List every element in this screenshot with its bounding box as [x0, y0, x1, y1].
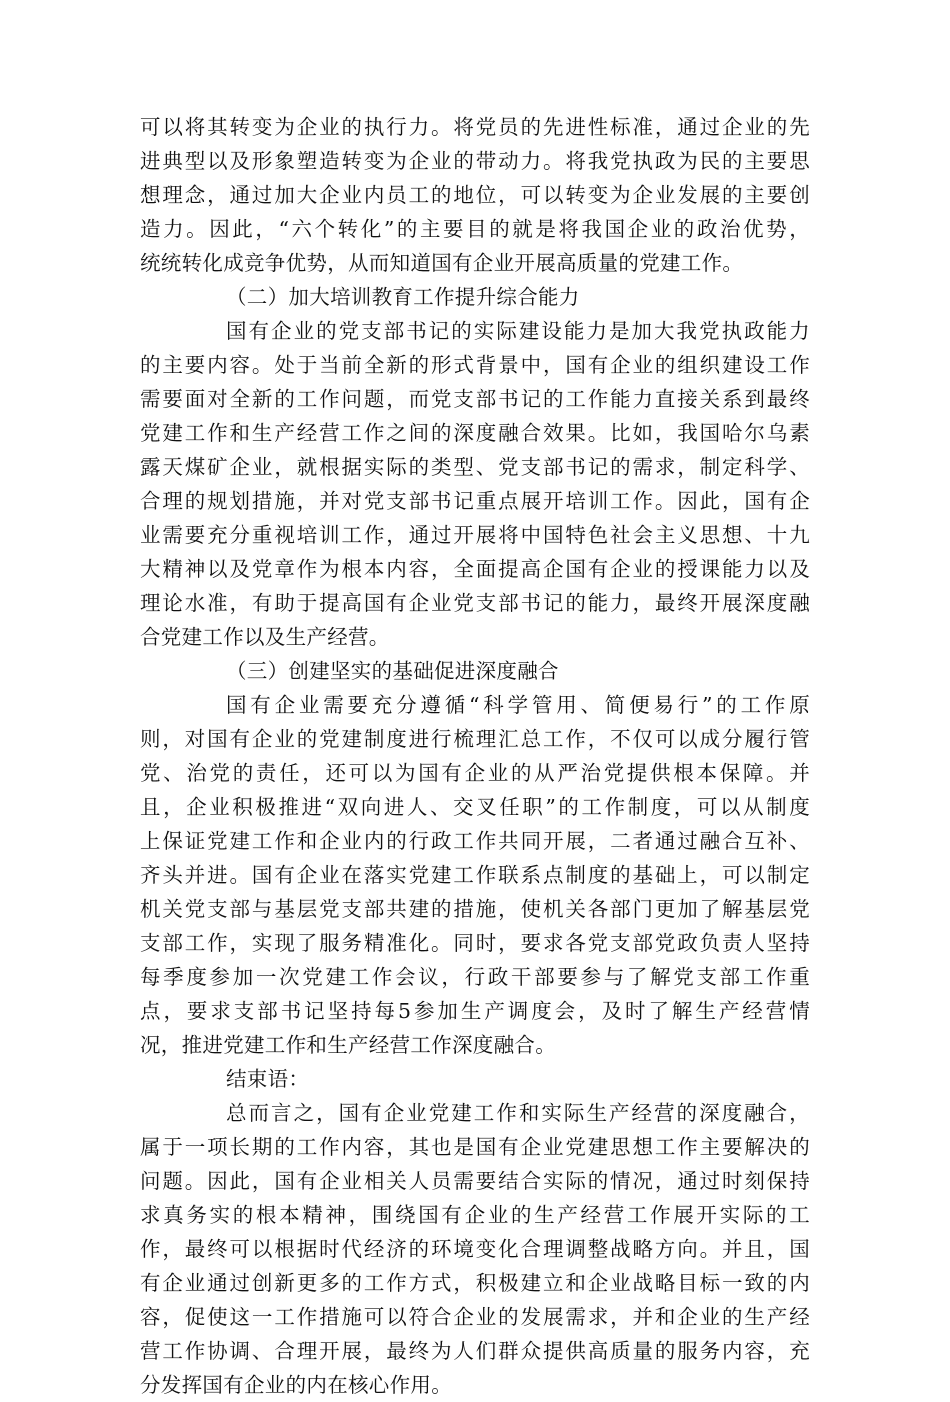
text-line: 机关党支部与基层党支部共建的措施，使机关各部门更加了解基层党 — [140, 897, 810, 921]
text-line: 问题。因此，国有企业相关人员需要结合实际的情况，通过时刻保持 — [140, 1169, 810, 1193]
text-line: 党建工作和生产经营工作之间的深度融合效果。比如，我国哈尔乌素 — [140, 421, 810, 445]
text-line: 每季度参加一次党建工作会议，行政干部要参与了解党支部工作重 — [140, 965, 810, 989]
text-line: 总而言之，国有企业党建工作和实际生产经营的深度融合， — [226, 1101, 810, 1125]
text-line: 营工作协调、合理开展，最终为人们群众提供高质量的服务内容，充 — [140, 1339, 810, 1363]
text-line: 则，对国有企业的党建制度进行梳理汇总工作，不仅可以成分履行管 — [140, 727, 810, 751]
text-line: 大精神以及党章作为根本内容，全面提高企国有企业的授课能力以及 — [140, 557, 810, 581]
text-line: 点，要求支部书记坚持每5参加生产调度会，及时了解生产经营情 — [140, 999, 810, 1023]
text-line: 业需要充分重视培训工作，通过开展将中国特色社会主义思想、十九 — [140, 523, 810, 547]
section-heading: 结束语： — [226, 1067, 310, 1091]
text-line: 露天煤矿企业，就根据实际的类型、党支部书记的需求，制定科学、 — [140, 455, 810, 479]
text-line: 有企业通过创新更多的工作方式，积极建立和企业战略目标一致的内 — [140, 1271, 810, 1295]
text-line: 齐头并进。国有企业在落实党建工作联系点制度的基础上，可以制定 — [140, 863, 810, 887]
text-line: 属于一项长期的工作内容，其也是国有企业党建思想工作主要解决的 — [140, 1135, 810, 1159]
text-line: 国有企业的党支部书记的实际建设能力是加大我党执政能力 — [226, 319, 810, 343]
text-line: 的主要内容。处于当前全新的形式背景中，国有企业的组织建设工作 — [140, 353, 810, 377]
text-line: 统统转化成竞争优势，从而知道国有企业开展高质量的党建工作。 — [140, 251, 744, 275]
text-line: 容，促使这一工作措施可以符合企业的发展需求，并和企业的生产经 — [140, 1305, 810, 1329]
text-line: 支部工作，实现了服务精准化。同时，要求各党支部党政负责人坚持 — [140, 931, 810, 955]
section-heading: （三）创建坚实的基础促进深度融合 — [226, 659, 559, 683]
text-line: 进典型以及形象塑造转变为企业的带动力。将我党执政为民的主要思 — [140, 149, 810, 173]
text-line: 国有企业需要充分遵循“科学管用、简便易行”的工作原 — [226, 693, 810, 717]
text-line: 且，企业积极推进“双向进人、交叉任职”的工作制度，可以从制度 — [140, 795, 810, 819]
text-line: 党、治党的责任，还可以为国有企业的从严治党提供根本保障。并 — [140, 761, 810, 785]
text-line: 合理的规划措施，并对党支部书记重点展开培训工作。因此，国有企 — [140, 489, 810, 513]
text-line: 需要面对全新的工作问题，而党支部书记的工作能力直接关系到最终 — [140, 387, 810, 411]
text-line: 想理念，通过加大企业内员工的地位，可以转变为企业发展的主要创 — [140, 183, 810, 207]
text-line: 分发挥国有企业的内在核心作用。 — [140, 1373, 452, 1397]
text-line: 理论水准，有助于提高国有企业党支部书记的能力，最终开展深度融 — [140, 591, 810, 615]
text-line: 造力。因此，“六个转化”的主要目的就是将我国企业的政治优势， — [140, 217, 810, 241]
text-line: 况，推进党建工作和生产经营工作深度融合。 — [140, 1033, 556, 1057]
document-body — [140, 110, 810, 1402]
text-line: 作，最终可以根据时代经济的环境变化合理调整战略方向。并且，国 — [140, 1237, 810, 1261]
text-line: 合党建工作以及生产经营。 — [140, 625, 390, 649]
text-line: 求真务实的根本精神，围绕国有企业的生产经营工作展开实际的工 — [140, 1203, 810, 1227]
section-heading: （二）加大培训教育工作提升综合能力 — [226, 285, 580, 309]
text-line: 可以将其转变为企业的执行力。将党员的先进性标准，通过企业的先 — [140, 115, 810, 139]
text-line: 上保证党建工作和企业内的行政工作共同开展，二者通过融合互补、 — [140, 829, 810, 853]
